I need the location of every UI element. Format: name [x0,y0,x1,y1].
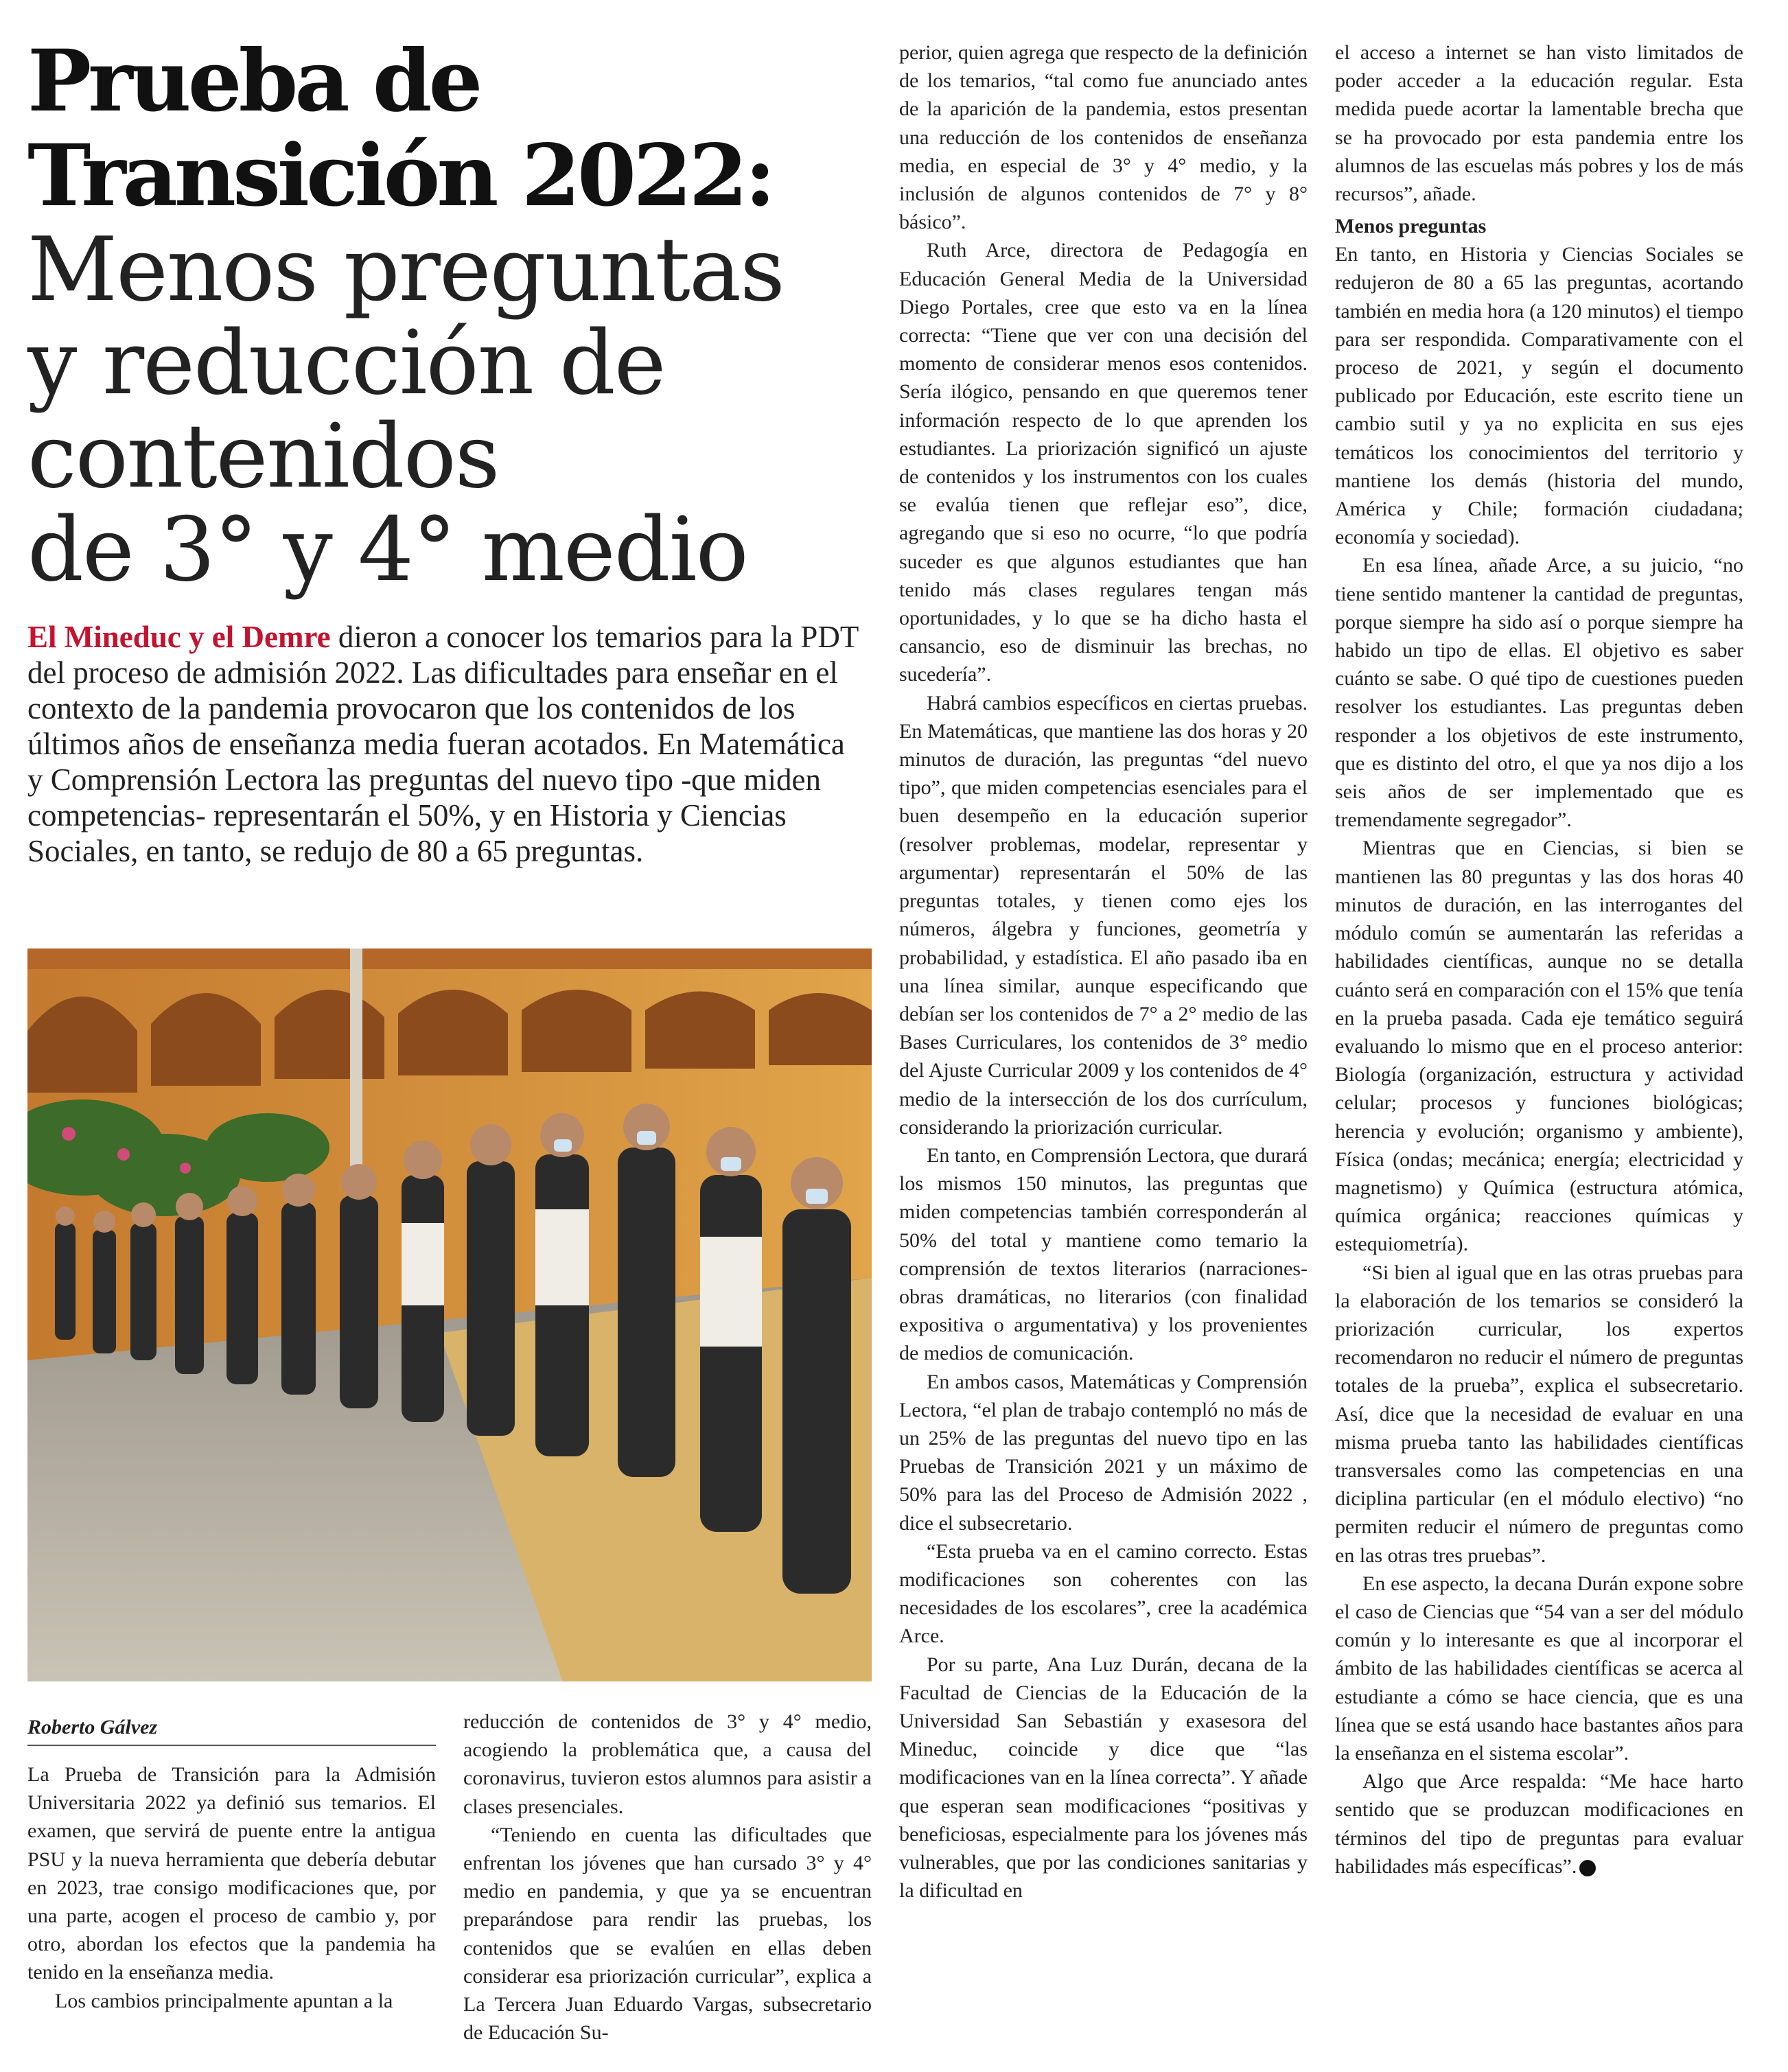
paragraph: perior, quien agrega que respecto de la definición de los temarios, “tal como fue anunciado antes de la aparición de la pandemia, estos presentan una reducción de los contenidos de enseñanza media, en especial de 3° y 4° medio, y la inclusión de algunos contenidos de 7° y 8° básico”. [899,41,1308,234]
paragraph: Habrá cambios específicos en ciertas pruebas. En Matemáticas, que mantiene las dos horas y 20 minutos de duración, las preguntas “del nuevo tipo”, que miden competencias esenciales para el buen desempeño en la educación superior (resolver problemas, modelar, representar y argumentar) representarán el 50% de las preguntas totales, y tienen como ejes los números, álgebra y funciones, geometría y probabilidad, y estadística. El año pasado iba en una línea similar, aunque especificando que debían ser los contenidos de 7° a 2° medio de las Bases Curriculares, los contenidos de 3° medio del Ajuste Curricular 2009 y los contenidos de 4° medio de la intersección de los dos currículum, considerando la priorización curricular. [899,691,1308,1139]
lead-paragraph [27,619,861,869]
paragraph: En tanto, en Historia y Ciencias Sociales se redujeron de 80 a 65 las preguntas, acortando también en media hora (a 120 minutos) el tiempo para ser respondida. Comparativamente con el proceso de 2021, y según el documento publicado por Educación, este escrito tiene un cambio sutil y ya no explicita en sus ejes temáticos los conocimientos del territorio y mantiene los demás (historia del mundo, América y Chile; formación ciudadana; economía y sociedad). [1335,243,1743,549]
photo-illustration [27,948,872,1681]
paragraph: Mientras que en Ciencias, si bien se mantienen las 80 preguntas y las dos horas 40 minutos de duración, en las interrogantes del módulo común se aumentarán las referidas a habilidades científicas, aunque no se detalla cuánto será en comparación con el 15% que tenía en la prueba pasada. Cada eje temático seguirá evaluando lo mismo que en el proceso anterior: Biología (organización, estructura y actividad celular; procesos y funciones biológicas; herencia y evolución; organismo y ambiente), Física (ondas; mecánica; energía; electricidad y magnetismo) y Química (estructura atómica, química orgánica; reacciones químicas y estequiometría). [1335,837,1743,1256]
paragraph: La Prueba de Transición para la Admisión Universitaria 2022 ya definió sus temarios. El examen, que servirá de puente entre la antigua PSU y la nueva herramienta que debería debutar en 2023, trae consigo modificaciones que, por una parte, acogen el proceso de cambio y, por otro, abordan los efectos que la pandemia ha tenido en la enseñanza media. [27,1763,436,1984]
article-column-2 [463,1708,872,2047]
section-heading: Menos preguntas [1335,215,1487,238]
subheadline-line-4: de 3° y 4° medio [27,499,747,601]
paragraph-text: Algo que Arce respalda: “Me hace harto sentido que se produzcan modificaciones en términos del tipo de preguntas para evaluar habilidades más específicas”. [1335,1770,1743,1878]
paragraph: reducción de contenidos de 3° y 4° medio, acogiendo la problemática que, a causa del coronavirus, tuvieron estos alumnos para asistir a clases presenciales. [463,1710,872,1818]
students-queue-photo [27,948,872,1681]
paragraph: “Teniendo en cuenta las dificultades que enfrentan los jóvenes que han cursado 3° y 4° medio en pandemia, y que ya se encuentran preparándose para rendir las pruebas, los contenidos que se evalúen en ellas deben considerar esa priorización curricular”, explica a La Tercera Juan Eduardo Vargas, subsecretario de Educación Su- [463,1823,872,2045]
headline-line-1: Prueba de [27,32,480,131]
paragraph: Ruth Arce, directora de Pedagogía en Educación General Media de la Universidad Diego Portales, cree que esto va en la línea correcta: “Tiene que ver con una decisión del momento de considerar menos esos contenidos. Sería ilógico, pensando en que queremos tener información respecto de lo que aprenden los estudiantes. La priorización significó un ajuste de contenidos y los instrumentos con los cuales se evalúa tienen que reflejar eso”, dice, agregando que si eso no ocurre, “lo que podría suceder es que algunos estudiantes que han tenido más clases regulares tengan más oportunidades, y lo que se ha dicho hasta el cansancio, eso de disminuir las brechas, no sucedería”. [899,239,1308,686]
paragraph: el acceso a internet se han visto limitados de poder acceder a la educación regular. Esta medida puede acortar la lamentable brecha que se ha provocado por esta pandemia entre los alumnos de las escuelas más pobres y los de más recursos”, añade. [1335,41,1743,206]
paragraph: En esa línea, añade Arce, a su juicio, “no tiene sentido mantener la cantidad de preguntas, porque siempre ha sido así o porque siempre ha habido un tipo de ellas. El objetivo es saber cuánto se sabe. O qué tipo de cuestiones pueden resolver los estudiantes. Las preguntas deben responder a los objetivos de este instrumento, que es distinto del otro, el que ya nos dijo a los seis años de ser implementado que es tremendamente segregador”. [1335,554,1743,832]
paragraph: Los cambios principalmente apuntan a la [55,1989,393,2012]
byline: Roberto Gálvez [27,1716,436,1746]
paragraph: En tanto, en Comprensión Lectora, que durará los mismos 150 minutos, las preguntas que miden competencias también corresponderán al 50% del total y mantiene como temario la comprensión de textos literarios (narraciones-obras dramáticas, no literarios (con finalidad expositiva o argumentativa) y los provenientes de medios de comunicación. [899,1143,1308,1365]
paragraph: En ese aspecto, la decana Durán expone sobre el caso de Ciencias que “54 van a ser del módulo común y lo interesante es que al incorporar el ámbito de las habilidades científicas se acerca al estudiante a cómo se hace ciencia, que es una línea que se está usando hace bastantes años para la enseñanza en el sistema escolar”. [1335,1572,1743,1765]
subheadline-line-2: y reducción de [27,312,665,415]
article-column-4 [1335,38,1743,1881]
headline [27,32,879,601]
subheadline-line-3: contenidos [27,406,499,508]
last-paragraph [1335,1767,1743,1881]
paragraph: “Esta prueba va en el camino correcto. Estas modificaciones son coherentes con las necesidades de los escolares”, cree la académica Arce. [899,1539,1308,1648]
lead-highlight: El Mineduc y el Demre [27,620,331,654]
lead-text: dieron a conocer los temarios para la PDT del proceso de admisión 2022. Las dificultades para enseñar en el contexto de la pandemia provocaron que los contenidos de los últimos años de enseñanza media fueran acotados. En Matemática y Comprensión Lectora las preguntas del nuevo tipo -que miden competencias- representarán el 50%, y en Historia y Ciencias Sociales, en tanto, se redujo de 80 a 65 preguntas. [27,620,859,868]
end-mark-icon [1579,1860,1596,1876]
article-column-3 [899,38,1308,1905]
article-column-1 [27,1760,436,2015]
subheadline-line-1: Menos preguntas [27,219,784,321]
paragraph: En ambos casos, Matemáticas y Comprensión Lectora, “el plan de trabajo contempló no más de un 25% de las preguntas del nuevo tipo en las Pruebas de Transición 2021 y un máximo de 50% para las del Proceso de Admisión 2022 , dice el subsecretario. [899,1370,1308,1535]
paragraph: Por su parte, Ana Luz Durán, decana de la Facultad de Ciencias de la Educación de la Universidad San Sebastián y exasesora del Mineduc, coincide y dice que “las modificaciones van en la línea correcta”. Y añade que esperan sean modificaciones “positivas y beneficiosas, especialmente para los jóvenes más vulnerables, que por las condiciones sanitarias y la dificultad en [899,1653,1308,1902]
paragraph: “Si bien al igual que en las otras pruebas para la elaboración de los temarios se consideró la priorización curricular, los expertos recomendaron no reducir el número de preguntas totales de la prueba”, explica el subsecretario. Así, dice que la necesidad de evaluar en una misma prueba tanto las habilidades científicas transversales como las competencias en una diciplina particular (en el módulo electivo) “no permiten reducir el número de preguntas como en las otras tres pruebas”. [1335,1261,1743,1567]
headline-line-2: Transición 2022: [27,126,773,226]
